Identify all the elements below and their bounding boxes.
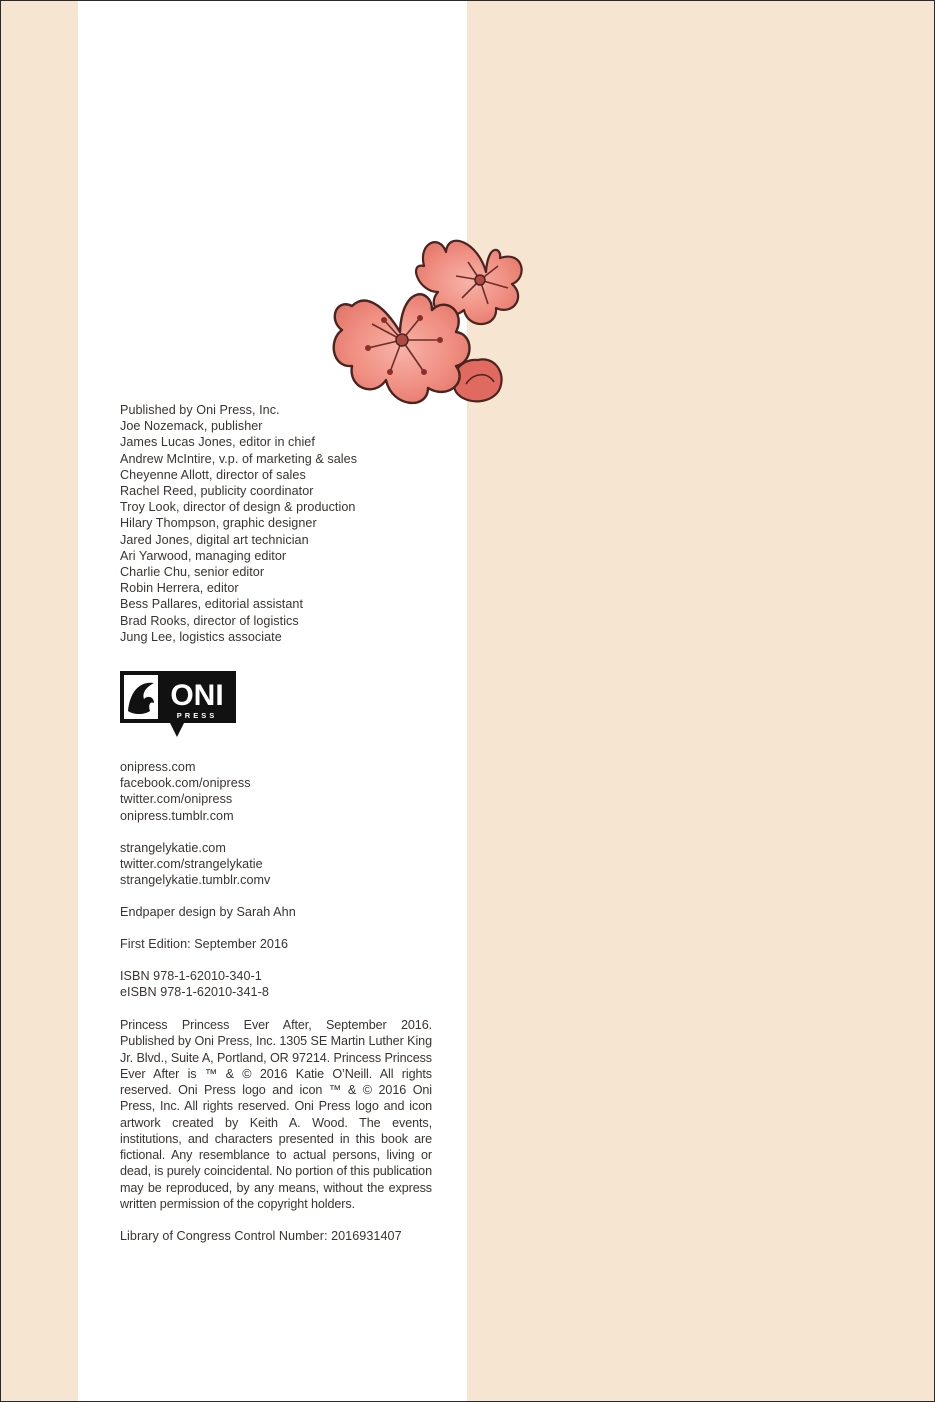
isbn-line: eISBN 978-1-62010-341-8 xyxy=(120,985,269,1000)
link-text: facebook.com/onipress xyxy=(120,776,251,791)
credit-line: Bess Pallares, editorial assistant xyxy=(120,597,303,612)
credit-line: Ari Yarwood, managing editor xyxy=(120,548,287,563)
credit-line: James Lucas Jones, editor in chief xyxy=(120,435,315,450)
logo-word: ONI xyxy=(170,679,224,712)
author-links xyxy=(120,840,435,889)
credit-line: Joe Nozemack, publisher xyxy=(120,419,263,434)
credit-line: Andrew McIntire, v.p. of marketing & sales xyxy=(120,451,358,466)
credit-line: Rachel Reed, publicity coordinator xyxy=(120,484,314,499)
credit-line: Hilary Thompson, graphic designer xyxy=(120,516,317,531)
link-text: strangelykatie.tumblr.comv xyxy=(120,873,271,888)
isbn-block xyxy=(120,968,435,1000)
credit-line: Jung Lee, logistics associate xyxy=(120,629,282,644)
publisher-links xyxy=(120,759,435,824)
staff-credits xyxy=(120,402,435,645)
loc-number: Library of Congress Control Number: 2016931407 xyxy=(120,1229,402,1243)
link-text: onipress.com xyxy=(120,760,196,774)
credit-line: Published by Oni Press, Inc. xyxy=(120,403,280,417)
legal-notice: Princess Princess Ever After, September 2016. Published by Oni Press, Inc. 1305 SE Martin Luther King Jr. Blvd., Suite A, Portland, OR 97214. Princess Princess Ever After is ™ & © 2016 Katie O’Neill. All rights reserved. Oni Press logo and icon ™ & © 2016 Oni Press, Inc. All rights reserved. Oni Press logo and icon artwork created by Keith A. Wood. The events, institutions, and characters presented in this book are fictional. Any resemblance to actual persons, living or dead, is purely coincidental. No portion of this publication may be reproduced, by any means, without the express written permission of the copyright holders. xyxy=(120,1018,432,1211)
credit-line: Cheyenne Allott, director of sales xyxy=(120,467,306,482)
oni-press-logo-icon xyxy=(120,671,236,739)
logo-sub: PRESS xyxy=(176,711,218,720)
link-text: onipress.tumblr.com xyxy=(120,808,234,823)
credit-line: Robin Herrera, editor xyxy=(120,581,239,596)
credit-line: Jared Jones, digital art technician xyxy=(120,532,309,547)
endpaper-credit: Endpaper design by Sarah Ahn xyxy=(120,905,296,919)
credit-line: Troy Look, director of design & production xyxy=(120,500,356,515)
credit-line: Brad Rooks, director of logistics xyxy=(120,613,299,628)
link-text: twitter.com/strangelykatie xyxy=(120,857,263,872)
link-text: twitter.com/onipress xyxy=(120,792,233,807)
credit-line: Charlie Chu, senior editor xyxy=(120,565,265,580)
edition-line: First Edition: September 2016 xyxy=(120,937,289,951)
link-text: strangelykatie.com xyxy=(120,841,226,855)
cherry-blossom-icon xyxy=(328,212,550,417)
isbn-line: ISBN 978-1-62010-340-1 xyxy=(120,969,262,983)
